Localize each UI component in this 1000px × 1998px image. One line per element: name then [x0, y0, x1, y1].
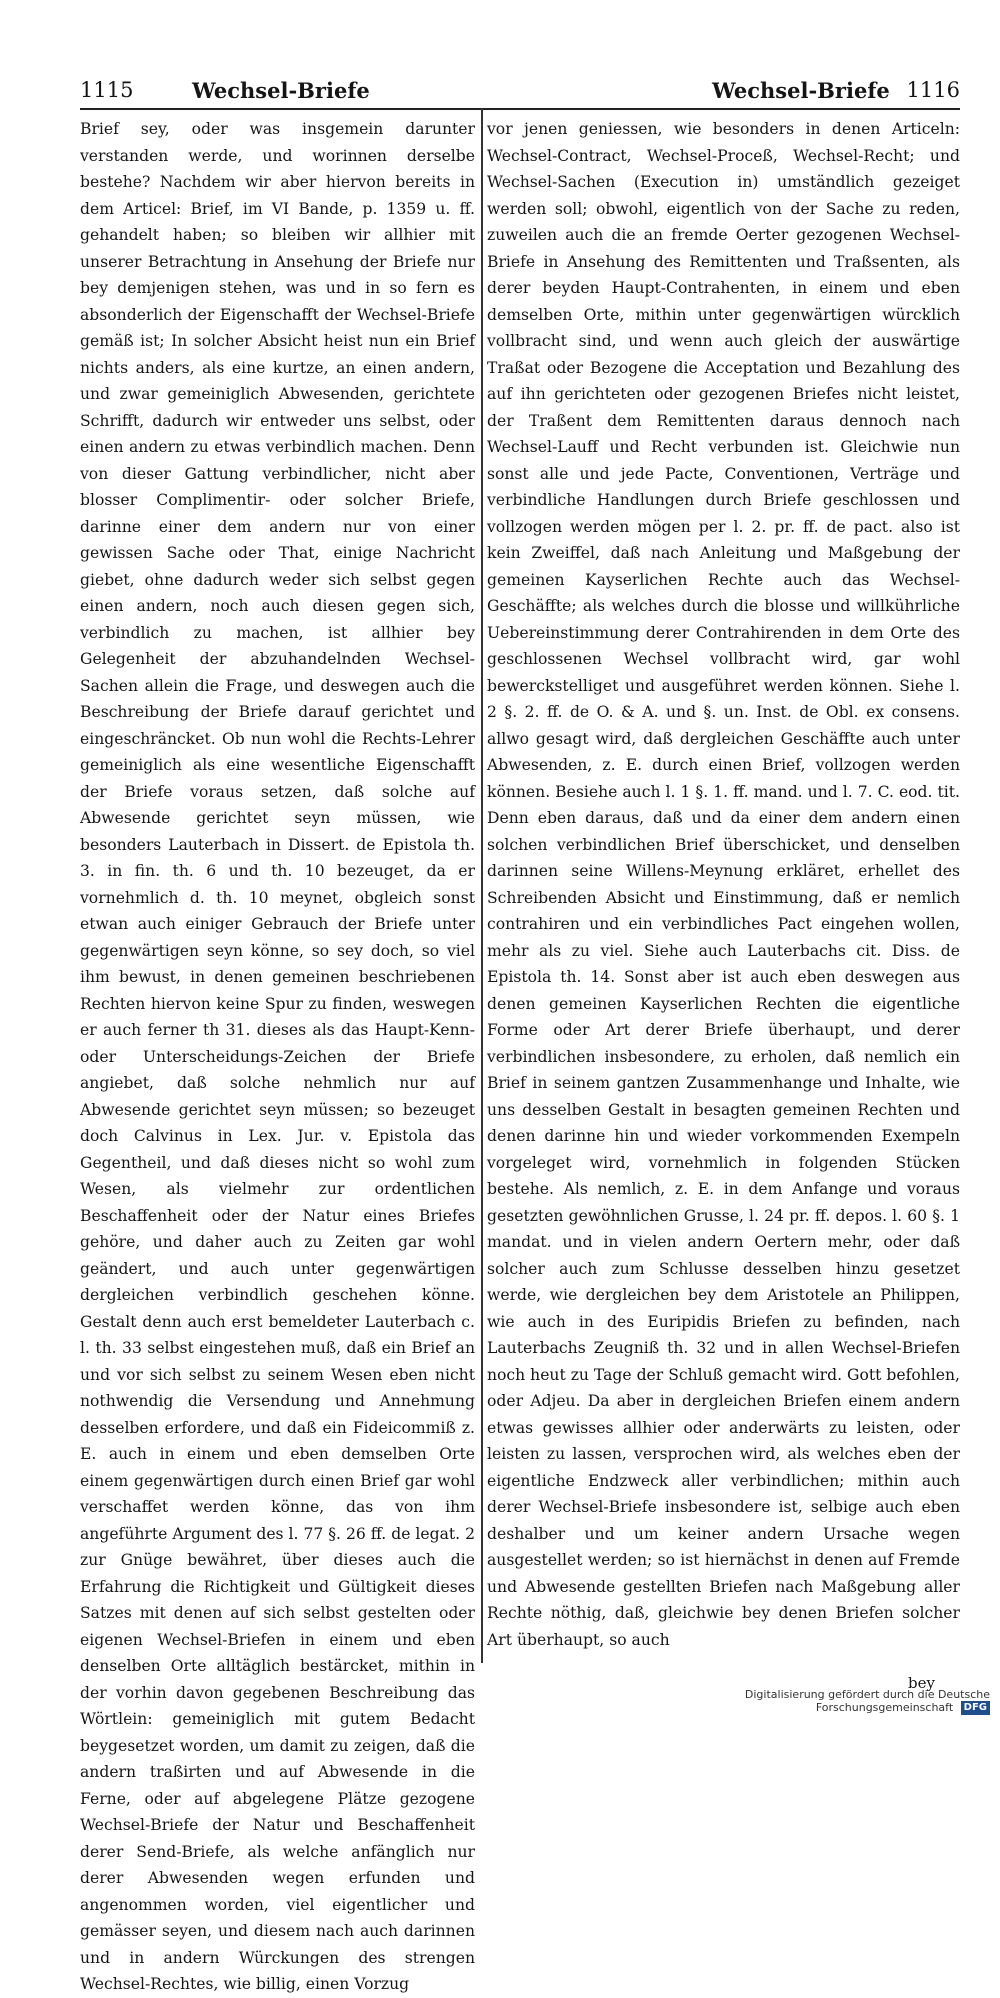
footer-text: Digitalisierung gefördert durch die Deutsche Forschungsgemeinschaft [744, 1688, 990, 1714]
left-column-text: Brief sey, oder was insgemein darunter verstanden werde, und worinnen derselbe bestehe? Nachdem wir aber hiervon bereits in dem Articel: Brief, im VI Bande, p. 1359 u. ff. gehandelt haben; so bleiben wir allhier mit unserer Betrachtung in Ansehung der Briefe nur bey demjenigen stehen, was und in so fern es absonderlich der Eigenschafft der Wechsel-Briefe gemäß ist; In solcher Absicht heist nun ein Brief nichts anders, als eine kurtze, an einen andern, und zwar gemeiniglich Abwesenden, gerichtete Schrifft, dadurch wir entweder uns selbst, oder einen andern zu etwas verbindlich machen. Denn von dieser Gattung verbindlicher, nicht aber blosser Complimentir- oder solcher Briefe, darinne einer dem andern nur von einer gewissen Sache oder That, einige Nachricht giebet, ohne dadurch weder sich selbst gegen einen andern, noch auch diesen gegen sich, verbindlich zu machen, ist allhier bey Gelegenheit der abzuhandelnden Wechsel-Sachen allein die Frage, und deswegen auch die Beschreibung der Briefe darauf gerichtet und eingeschräncket. Ob nun wohl die Rechts-Lehrer gemeiniglich als eine wesentliche Eigenschafft der Briefe voraus setzen, daß solche auf Abwesende gerichtet seyn müssen, wie besonders Lauterbach in Dissert. de Epistola th. 3. in fin. th. 6 und th. 10 bezeuget, da er vornehmlich d. th. 10 meynet, obgleich sonst etwan auch einiger Gebrauch der Briefe unter gegenwärtigen seyn könne, so sey doch, so viel ihm bewust, in denen gemeinen beschriebenen Rechten hiervon keine Spur zu finden, weswegen er auch ferner th 31. dieses als das Haupt-Kenn- oder Unterscheidungs-Zeichen der Briefe angiebet, daß solche nehmlich nur auf Abwesende gerichtet seyn müssen; so bezeuget doch Calvinus in Lex. Jur. v. Epistola das Gegentheil, und daß dieses nicht so wohl zum Wesen, als vielmehr zur ordentlichen Beschaffenheit oder der Natur eines Briefes gehöre, und daher auch zu Zeiten gar wohl geändert, und auch unter gegenwärtigen dergleichen verbindlich geschehen könne. Gestalt denn auch erst bemeldeter Lauterbach c. l. th. 33 selbst eingestehen muß, daß ein Brief an und vor sich selbst zu seinem Wesen eben nicht nothwendig die Versendung und Annehmung desselben erfordere, und daß ein Fideicommiß z. E. auch in einem und eben demselben Orte einem gegenwärtigen durch einen Brief gar wohl verschaffet werden könne, das von ihm angeführte Argument des l. 77 §. 26 ff. de legat. 2 zur Gnüge bewähret, über dieses auch die Erfahrung die Richtigkeit und Gültigkeit dieses Satzes mit denen auf sich selbst gestelten oder eigenen Wechsel-Briefen in einem und eben denselben Orte alltäglich bestärcket, mithin in der vorhin davon gegebenen Beschreibung das Wörtlein: gemeiniglich mit gutem Bedacht beygesetzet worden, um damit zu zeigen, daß die andern traßirten und auf Abwesende in die Ferne, oder auf abgelegene Plätze gezogene Wechsel-Briefe der Natur und Beschaffenheit derer Send-Briefe, als welche anfänglich nur derer Abwesenden wegen erfunden und angenommen worden, viel eigentlicher und gemässer seyen, und diesem nach auch darinnen und in andern Würckungen des strengen Wechsel-Rechtes, wie billig, einen Vorzug [80, 120, 475, 1993]
right-column-text: vor jenen geniessen, wie besonders in denen Articeln: Wechsel-Contract, Wechsel-Proceß, Wechsel-Recht; und Wechsel-Sachen (Execution in) umständlich gezeiget werden soll; obwohl, eigentlich von der Sache zu reden, zuweilen auch die an fremde Oerter gezogenen Wechsel-Briefe in Ansehung des Remittenten und Traßsenten, als derer beyden Haupt-Contrahenten, in einem und eben demselben Orte, mithin unter gegenwärtigen würcklich vollbracht sind, und wenn auch gleich der auswärtige Traßat oder Bezogene die Acceptation und Bezahlung des auf ihn gerichteten oder gezogenen Briefes nicht leistet, der Traßent dem Remittenten daraus dennoch nach Wechsel-Lauff und Recht verbunden ist. Gleichwie nun sonst alle und jede Pacte, Conventionen, Verträge und verbindliche Handlungen durch Briefe geschlossen und vollzogen werden mögen per l. 2. pr. ff. de pact. also ist kein Zweiffel, daß nach Anleitung und Maßgebung der gemeinen Kayserlichen Rechte auch das Wechsel-Geschäffte; als welches durch die blosse und willkührliche Uebereinstimmung derer Contrahirenden in dem Orte des geschlossenen Wechsel vollbracht wird, gar wohl bewerckstelliget und ausgeführet werden können. Siehe l. 2 §. 2. ff. de O. & A. und §. un. Inst. de Obl. ex consens. allwo gesagt wird, daß dergleichen Geschäffte auch unter Abwesenden, z. E. durch einen Brief, vollzogen werden können. Besiehe auch l. 1 §. 1. ff. mand. und l. 7. C. eod. tit. Denn eben daraus, daß und da einer dem andern einen solchen verbindlichen Brief überschicket, und denselben darinnen seine Willens-Meynung erkläret, erhellet des Schreibenden Absicht und Einstimmung, daß er nemlich contrahiren und ein verbindliches Pact eingehen wollen, mehr als zu viel. Siehe auch Lauterbachs cit. Diss. de Epistola th. 14. Sonst aber ist auch eben deswegen aus denen gemeinen Kayserlichen Rechten die eigentliche Forme oder Art derer Briefe überhaupt, und derer verbindlichen insbesondere, zu erholen, daß nemlich ein Brief in seinem gantzen Zusammenhange und Inhalte, wie uns desselben Gestalt in besagten gemeinen Rechten und denen darinne hin und wieder vorkommenden Exempeln vorgeleget wird, vornehmlich in folgenden Stücken bestehe. Als nemlich, z. E. in dem Anfange und voraus gesetzten gewöhnlichen Grusse, l. 24 pr. ff. depos. l. 60 §. 1 mandat. und in vielen andern Oertern mehr, oder daß solcher auch zum Schlusse desselben hinzu gesetzet werde, wie dergleichen bey dem Aristotele an Philippen, wie auch in des Euripidis Briefen zu befinden, nach Lauterbachs Zeugniß th. 32 und in allen Wechsel-Briefen noch heut zu Tage der Schluß gemacht wird. Gott befohlen, oder Adjeu. Da aber in dergleichen Briefen einem andern etwas gewisses allhier oder anderwärts zu leisten, oder leisten zu lassen, versprochen wird, als welches eben der eigentliche Endzweck aller verbindlichen; mithin auch derer Wechsel-Briefe insbesondere ist, selbige auch eben deshalber und um keiner andern Ursache wegen ausgestellet werden; so ist hiernächst in denen auf Fremde und Abwesende gestellten Briefen nach Maßgebung aller Rechte nöthig, daß, gleichwie bey denen Briefen solcher Art überhaupt, so auch [487, 120, 960, 1649]
page-number-left: 1115 [80, 78, 134, 102]
digitization-footer [640, 1688, 990, 1714]
header-rule [80, 108, 960, 110]
catchword: bey [908, 1674, 935, 1692]
dfg-logo-icon: DFG [961, 1701, 990, 1715]
running-title-right: Wechsel-Briefe [712, 78, 890, 103]
running-header [80, 78, 960, 110]
right-column [487, 116, 960, 1653]
column-divider [481, 108, 483, 1663]
page-number-right: 1116 [906, 78, 960, 102]
running-title-left: Wechsel-Briefe [192, 78, 370, 103]
left-column [80, 116, 475, 1998]
